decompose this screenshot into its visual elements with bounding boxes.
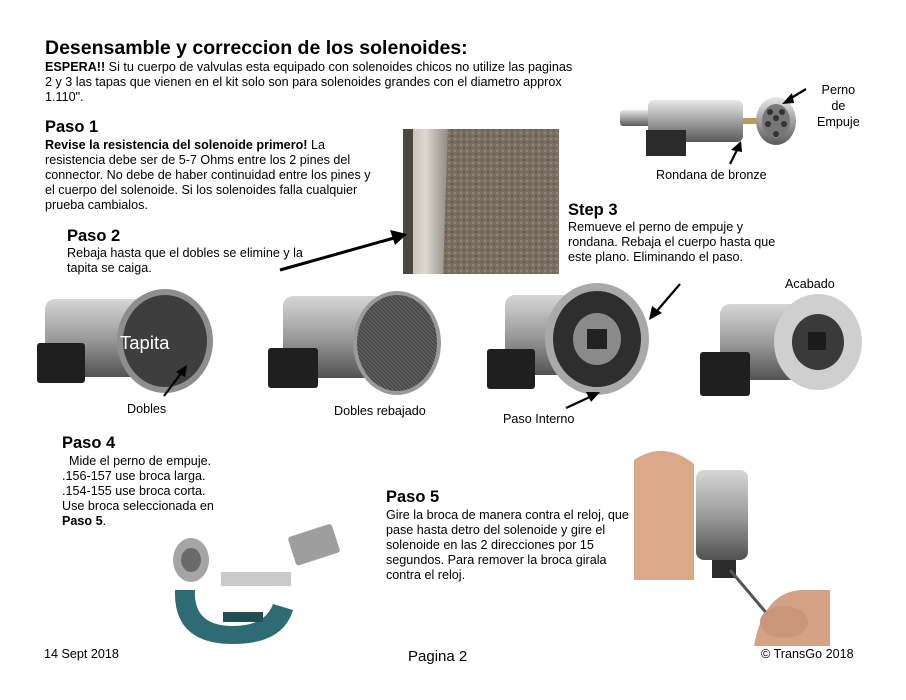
paso1-bold: Revise la resistencia del solenoide primero!	[45, 138, 308, 152]
warning-text: Si tu cuerpo de valvulas esta equipado con solenoides chicos no utilize las paginas 2 y 3 las tapas que vienen en el kit solo son para solenoides grandes con el diametro approx 1.110".	[45, 60, 573, 104]
paso4-paragraph	[62, 454, 214, 529]
photo-solenoid-dobles-rebajado	[263, 288, 443, 403]
photo-solenoid-paso-interno	[485, 283, 653, 403]
step3-heading: Step 3	[568, 201, 618, 219]
warning-paragraph	[45, 60, 575, 105]
warning-bold: ESPERA!!	[45, 60, 106, 74]
dobles-rebajado-label: Dobles rebajado	[334, 404, 426, 418]
footer-copyright: © TransGo 2018	[761, 647, 854, 661]
paso1-paragraph	[45, 138, 375, 213]
paso4-line5-bold: Paso 5	[62, 514, 103, 528]
step3-text: Remueve el perno de empuje y rondana. Rebaja el cuerpo hasta que este plano. Eliminando el paso.	[568, 220, 776, 264]
perno-label-line2: de	[831, 99, 846, 113]
paso4-line3: .154-155 use broca corta.	[62, 484, 206, 498]
acabado-label: Acabado	[785, 277, 835, 291]
paso1-text: La resistencia debe ser de 5-7 Ohms entre los 2 pines del connector. No debe de haber continuidad entre los pines y el cuerpo del solenoide. Si los solenoides falla cualquier prueba cambialos.	[45, 138, 371, 212]
perno-label-line1: Perno	[821, 83, 856, 97]
arrow-dobles	[160, 362, 190, 400]
paso5-heading: Paso 5	[386, 488, 440, 506]
paso2-text: Rebaja hasta que el dobles se elimine y la tapita se caiga.	[67, 246, 303, 275]
photo-hand-drill	[634, 440, 830, 646]
arrow-step3	[646, 282, 684, 322]
paso4-line1: Mide el perno de empuje.	[62, 454, 212, 468]
photo-closeup-grinding	[403, 129, 559, 274]
paso-interno-label: Paso Interno	[503, 412, 575, 426]
paso2-heading: Paso 2	[67, 227, 121, 245]
arrow-paso2	[278, 228, 410, 274]
paso1-heading: Paso 1	[45, 118, 99, 136]
perno-label	[817, 82, 860, 130]
arrow-rondana	[726, 140, 746, 166]
paso4-line2: .156-157 use broca larga.	[62, 469, 206, 483]
paso4-line5-end: .	[102, 514, 107, 528]
photo-solenoid-acabado	[692, 290, 870, 408]
paso4-heading: Paso 4	[62, 434, 116, 452]
arrow-paso-interno	[562, 390, 602, 412]
paso4-line4: Use broca seleccionada en	[62, 499, 214, 513]
perno-label-line3: Empuje	[817, 115, 860, 129]
photo-solenoid-exploded	[618, 88, 803, 168]
rondana-label: Rondana de bronze	[656, 168, 767, 182]
arrow-perno	[780, 86, 810, 106]
footer-page: Pagina 2	[408, 648, 468, 665]
paso5-text: Gire la broca de manera contra el reloj, que pase hasta detro del solenoide y gire el solenoide en las 2 direcciones por 15 segundos. Para remover la broca girala contra el reloj.	[386, 508, 629, 582]
tapita-label: Tapita	[120, 332, 170, 353]
dobles-label: Dobles	[127, 402, 167, 416]
page-title: Desensamble y correccion de los solenoides:	[45, 37, 468, 59]
photo-micrometer	[163, 520, 355, 648]
footer-date: 14 Sept 2018	[44, 647, 119, 661]
